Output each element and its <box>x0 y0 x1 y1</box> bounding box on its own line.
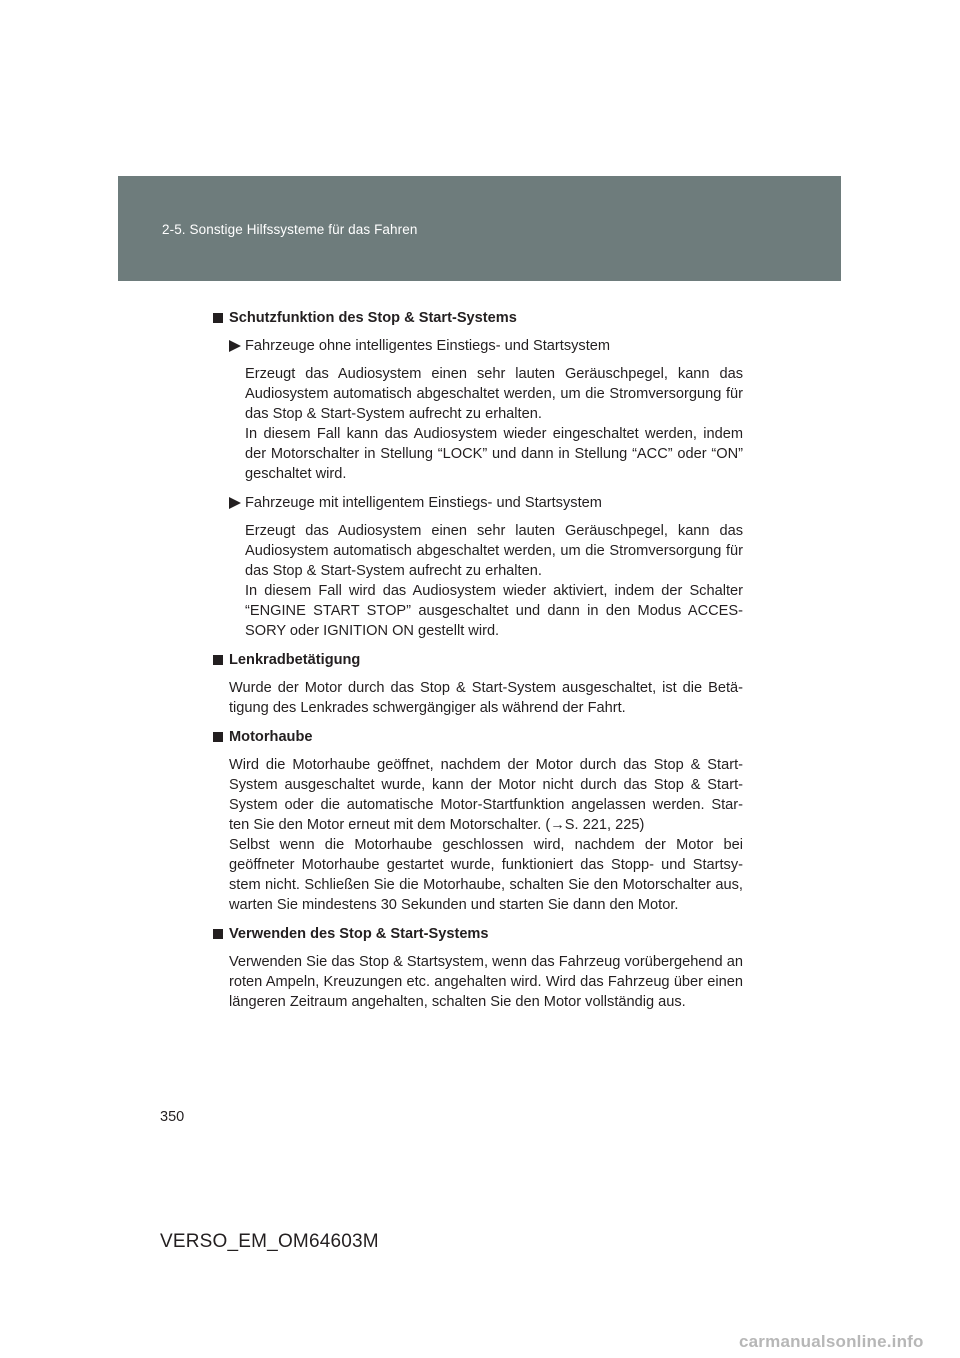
square-bullet-icon <box>213 732 223 742</box>
section-heading: Motorhaube <box>213 727 743 747</box>
paragraph: Erzeugt das Audiosystem einen sehr lauten Geräuschpegel, kann das Audiosystem automatisch abgeschaltet werden, um die Stromversorgung für das Stop & Start-System aufrecht zu erhalten. <box>245 366 743 422</box>
square-bullet-icon <box>213 313 223 323</box>
section-heading: Verwenden des Stop & Start-Systems <box>213 924 743 944</box>
paragraph-block <box>229 678 743 718</box>
subsection-label: Fahrzeuge mit intelligentem Einstiegs- und Startsystem <box>229 493 743 513</box>
paragraph: Wird die Motorhaube geöffnet, nachdem der Motor durch das Stop & Start-System ausgeschaltet wurde, kann der Motor nicht durch das Stop & Start-System oder die automatische Motor-Startfunktion angelassen werden. Star-ten Sie den Motor erneut mit dem Motorschalter. (→S. 221, 225) <box>229 757 743 833</box>
paragraph-block <box>229 952 743 1012</box>
section-heading: Schutzfunktion des Stop & Start-Systems <box>213 308 743 328</box>
paragraph: Selbst wenn die Motorhaube geschlossen wird, nachdem der Motor bei geöffneter Motorhaube gestartet wurde, funktioniert das Stopp- und Startsy-stem nicht. Schließen Sie die Motorhaube, schalten Sie den Motorschalter aus, warten Sie mindestens 30 Sekunden und starten Sie dann den Motor. <box>229 837 743 913</box>
page-number: 350 <box>160 1109 185 1125</box>
watermark: carmanualsonline.info <box>739 1332 924 1351</box>
paragraph-block <box>245 521 743 641</box>
paragraph-block <box>229 755 743 915</box>
paragraph: Erzeugt das Audiosystem einen sehr lauten Geräuschpegel, kann das Audiosystem automatisch abgeschaltet werden, um die Stromversorgung für das Stop & Start-System aufrecht zu erhalten. <box>245 523 743 579</box>
page-content <box>213 308 743 1021</box>
triangle-bullet-icon <box>229 340 241 352</box>
paragraph-block <box>245 364 743 484</box>
document-code: VERSO_EM_OM64603M <box>160 1231 379 1252</box>
square-bullet-icon <box>213 929 223 939</box>
paragraph: In diesem Fall kann das Audiosystem wieder eingeschaltet werden, indem der Motorschalter in Stellung “LOCK” und dann in Stellung “ACC” oder “ON” geschaltet wird. <box>245 426 743 482</box>
section-heading: Lenkradbetätigung <box>213 650 743 670</box>
subsection-label: Fahrzeuge ohne intelligentes Einstiegs- und Startsystem <box>229 336 743 356</box>
triangle-bullet-icon <box>229 497 241 509</box>
paragraph: Verwenden Sie das Stop & Startsystem, wenn das Fahrzeug vorübergehend an roten Ampeln, Kreuzungen etc. angehalten wird. Wird das Fahrzeug über einen längeren Zeitraum angehalten, schalten Sie den Motor vollständig aus. <box>229 954 743 1010</box>
header-band <box>118 176 841 281</box>
square-bullet-icon <box>213 655 223 665</box>
paragraph: Wurde der Motor durch das Stop & Start-System ausgeschaltet, ist die Betä-tigung des Lenkrades schwergängiger als während der Fahrt. <box>229 680 743 716</box>
paragraph: In diesem Fall wird das Audiosystem wieder aktiviert, indem der Schalter “ENGINE START STOP” ausgeschaltet und dann in den Modus ACCES-SORY oder IGNITION ON gestellt wird. <box>245 583 743 639</box>
section-title: 2-5. Sonstige Hilfssysteme für das Fahren <box>162 222 418 237</box>
